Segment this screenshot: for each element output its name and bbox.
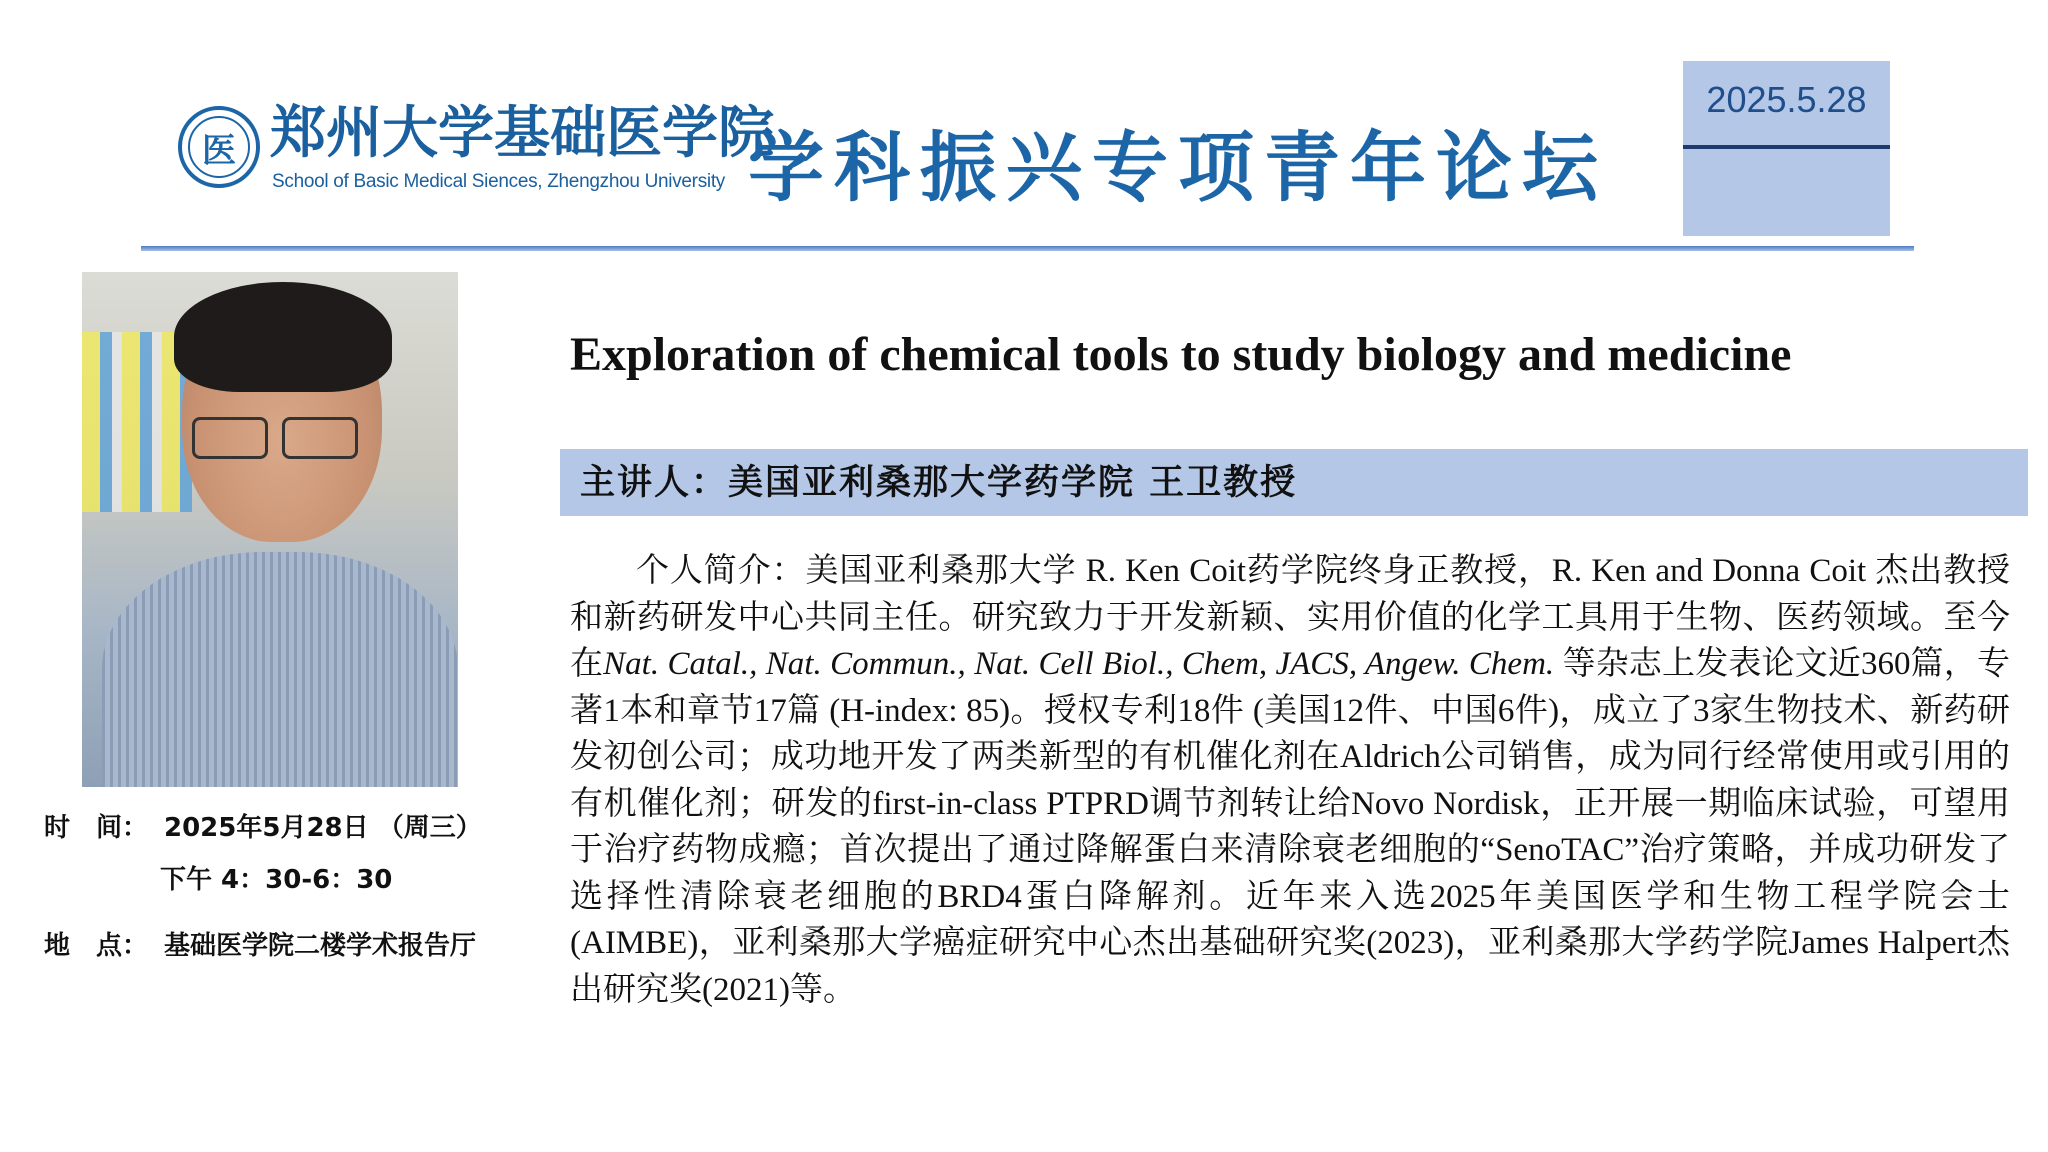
portrait-hair [174,282,392,392]
bio-journals: Nat. Catal., Nat. Commun., Nat. Cell Biol., Chem, JACS, Angew. Chem. [603,646,1555,682]
date-box [1683,61,1890,236]
speaker-info: 主讲人：美国亚利桑那大学药学院 王卫教授 [580,462,1298,503]
bio-part-1: 个人简介：美国亚利桑那大学 R. Ken Coit药学院终身正教授，R. Ken and Donna Coit 杰出教授和新药研发中心共同主任。研究致力于开发新颖、实用价值的化学工具用于生物、医药领域。至今在 [570,553,2010,682]
place-value: 基础医学院二楼学术报告厅 [164,931,477,961]
speaker-bio [570,548,2010,1013]
school-name-english: School of Basic Medical Siences, Zhengzhou University [272,171,725,192]
speaker-bar [560,449,2028,516]
talk-title: Exploration of chemical tools to study biology and medicine [570,328,1792,381]
place-label: 地 点： [44,931,149,961]
university-seal-logo [178,106,260,188]
school-name-chinese: 郑州大学基础医学院 [270,100,774,166]
header-divider [141,246,1914,251]
portrait-glasses-left [192,417,268,459]
event-date: 2025.5.28 [1706,79,1867,120]
date-underline [1683,145,1890,149]
portrait-glasses-right [282,417,358,459]
speaker-portrait [82,272,458,787]
forum-title: 学科振兴专项青年论坛 [748,123,1608,212]
portrait-shirt [102,552,458,787]
time-value: 2025年5月28日 （周三） [164,813,482,843]
seal-glyph: 医 [202,130,236,171]
bio-part-2: 等杂志上发表论文近360篇，专著1本和章节17篇 (H-index: 85)。授权专利18件 (美国12件、中国6件)，成立了3家生物技术、新药研发初创公司；成功地开发了两类新型的有机催化剂在Aldrich公司销售，成为同行经常使用或引用的有机催化剂；研发的first-in-class PTPRD调节剂转让给Novo Nordisk，正开展一期临床试验，可望用于治疗药物成瘾；首次提出了通过降解蛋白来清除衰老细胞的“SenoTAC”治疗策略，并成功研发了选择性清除衰老细胞的BRD4蛋白降解剂。近年来入选2025年美国医学和生物工程学院会士 (AIMBE)，亚利桑那大学癌症研究中心杰出基础研究奖(2023)，亚利桑那大学药学院James Halpert杰出研究奖(2021)等。 [570,646,2011,1008]
time-label: 时 间： [44,813,149,843]
time-range: 下午 4：30-6：30 [160,865,393,895]
